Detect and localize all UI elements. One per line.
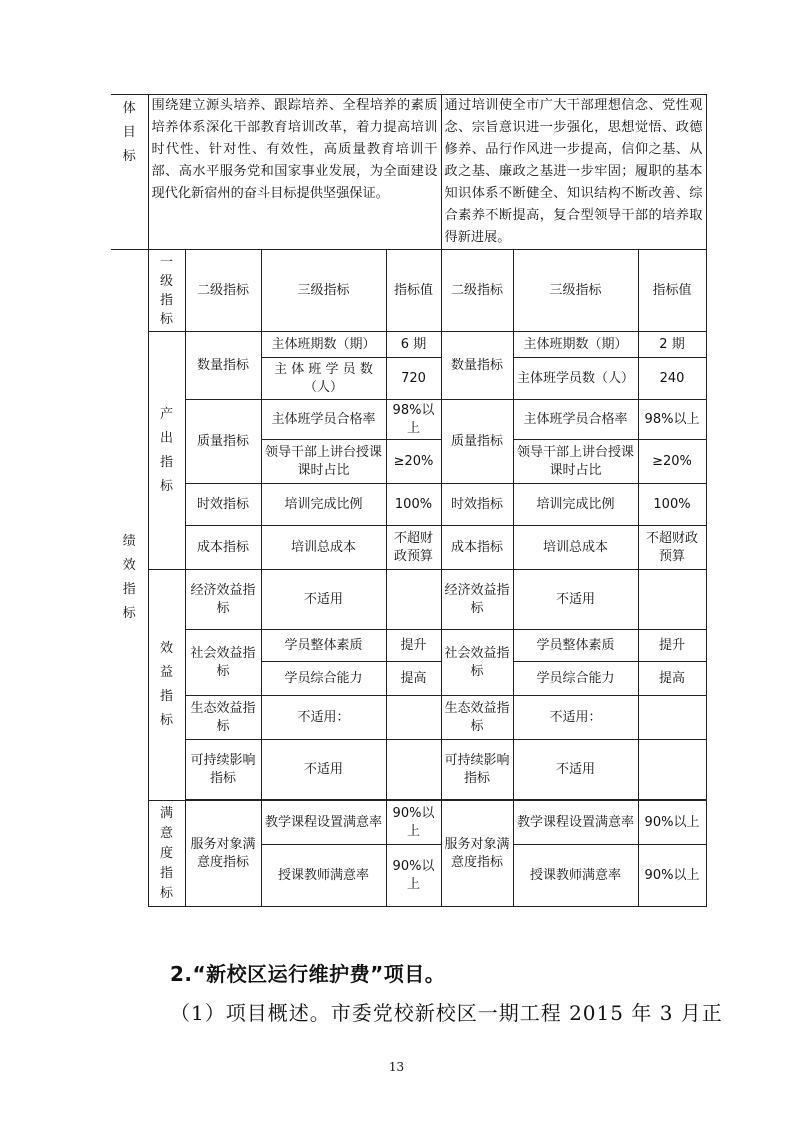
- overall-target-right-text: 通过培训使全市广大干部理想信念、党性观念、宗旨意识进一步强化，思想觉悟、政德修养、品行作风进一步提高，信仰之基、从政之基、廉政之基进一步牢固；履职的基本知识体系不断健全、知识结构不断改善、综合素养不断提高，复合型领导干部的培养取得新进展。: [441, 95, 706, 250]
- economic-value-right: [638, 570, 706, 630]
- sustainable-l2-right: 可持续影响指标: [441, 740, 513, 800]
- header-value-right: 指标值: [638, 250, 706, 332]
- social-r2-l3-right: 学员综合能力: [513, 662, 638, 696]
- satisfaction-r1-value-right: 90%以上: [638, 801, 706, 845]
- satisfaction-l2-right: 服务对象满意度指标: [441, 801, 513, 907]
- quality-r2-l3-left: 领导干部上讲台授课课时占比: [261, 440, 386, 484]
- satisfaction-r2-value-right: 90%以上: [638, 845, 706, 907]
- output-label: 产 出 指 标: [148, 332, 185, 570]
- economic-l2-left: 经济效益指标: [185, 570, 261, 630]
- cost-l2-left: 成本指标: [185, 526, 261, 570]
- timeliness-l3-right: 培训完成比例: [513, 484, 638, 526]
- header-level3-right: 三级指标: [513, 250, 638, 332]
- cost-value-left: 不超财政预算: [386, 526, 441, 570]
- satisfaction-r2-l3-left: 授课教师满意率: [261, 845, 386, 907]
- ecological-l2-right: 生态效益指标: [441, 696, 513, 740]
- timeliness-value-left: 100%: [386, 484, 441, 526]
- overall-target-label: 体 目 标: [111, 95, 148, 250]
- sustainable-l2-left: 可持续影响指标: [185, 740, 261, 800]
- header-row: [111, 250, 706, 332]
- economic-l2-right: 经济效益指标: [441, 570, 513, 630]
- cost-l3-left: 培训总成本: [261, 526, 386, 570]
- table-row: [111, 696, 706, 740]
- satisfaction-r1-l3-right: 教学课程设置满意率: [513, 801, 638, 845]
- social-l2-right: 社会效益指标: [441, 630, 513, 696]
- satisfaction-label: 满 意 度 指 标: [148, 801, 185, 907]
- economic-value-left: [386, 570, 441, 630]
- social-r1-l3-right: 学员整体素质: [513, 630, 638, 662]
- performance-table: [111, 94, 707, 907]
- social-l2-left: 社会效益指标: [185, 630, 261, 696]
- table-row: [111, 332, 706, 358]
- quantity-r1-value-left: 6 期: [386, 332, 441, 358]
- quality-l2-right: 质量指标: [441, 400, 513, 484]
- satisfaction-l2-left: 服务对象满意度指标: [185, 801, 261, 907]
- paragraph-text: （1）项目概述。市委党校新校区一期工程 2015 年 3 月正: [170, 1001, 723, 1025]
- overall-target-left-text: 围绕建立源头培养、跟踪培养、全程培养的素质培养体系深化干部教育培训改革，着力提高培训时代性、针对性、有效性，高质量教育培训干部、高水平服务党和国家事业发展，为全面建设现代化新宿州的奋斗目标提供坚强保证。: [148, 95, 441, 250]
- header-level1: 一 级 指 标: [148, 250, 185, 332]
- sustainable-l3-left: 不适用: [261, 740, 386, 800]
- quality-r1-l3-right: 主体班学员合格率: [513, 400, 638, 440]
- quantity-r2-value-left: 720: [386, 358, 441, 400]
- quality-r2-l3-right: 领导干部上讲台授课课时占比: [513, 440, 638, 484]
- table-row: [111, 801, 706, 845]
- cost-l2-right: 成本指标: [441, 526, 513, 570]
- header-value-left: 指标值: [386, 250, 441, 332]
- ecological-value-left: [386, 696, 441, 740]
- quantity-r2-l3-right: 主体班学员数（人）: [513, 358, 638, 400]
- perf-label: 绩 效 指 标: [111, 250, 148, 907]
- table-row: [111, 740, 706, 800]
- table-row: [111, 526, 706, 570]
- table-row: [111, 400, 706, 440]
- social-r1-value-right: 提升: [638, 630, 706, 662]
- timeliness-l2-right: 时效指标: [441, 484, 513, 526]
- quality-r1-value-left: 98%以上: [386, 400, 441, 440]
- satisfaction-r1-value-left: 90%以上: [386, 801, 441, 845]
- timeliness-value-right: 100%: [638, 484, 706, 526]
- ecological-l3-right: 不适用：: [513, 696, 638, 740]
- benefit-label: 效 益 指 标: [148, 570, 185, 801]
- sustainable-value-left: [386, 740, 441, 800]
- quality-r1-l3-left: 主体班学员合格率: [261, 400, 386, 440]
- header-level3-left: 三级指标: [261, 250, 386, 332]
- cost-value-right: 不超财政预算: [638, 526, 706, 570]
- satisfaction-r2-value-left: 90%以上: [386, 845, 441, 907]
- social-r2-l3-left: 学员综合能力: [261, 662, 386, 696]
- quantity-r2-l3-left: 主 体 班 学 员 数（人）: [261, 358, 386, 400]
- quality-r1-value-right: 98%以上: [638, 400, 706, 440]
- quantity-r1-value-right: 2 期: [638, 332, 706, 358]
- overall-target-row: [111, 95, 706, 250]
- social-r1-value-left: 提升: [386, 630, 441, 662]
- table-row: [111, 484, 706, 526]
- quantity-r2-value-right: 240: [638, 358, 706, 400]
- sustainable-value-right: [638, 740, 706, 800]
- social-r1-l3-left: 学员整体素质: [261, 630, 386, 662]
- header-level2-left: 二级指标: [185, 250, 261, 332]
- header-level2-right: 二级指标: [441, 250, 513, 332]
- ecological-l3-left: 不适用：: [261, 696, 386, 740]
- timeliness-l3-left: 培训完成比例: [261, 484, 386, 526]
- economic-l3-left: 不适用: [261, 570, 386, 630]
- sustainable-l3-right: 不适用: [513, 740, 638, 800]
- social-r2-value-right: 提高: [638, 662, 706, 696]
- ecological-l2-left: 生态效益指标: [185, 696, 261, 740]
- economic-l3-right: 不适用: [513, 570, 638, 630]
- quantity-l2-left: 数量指标: [185, 332, 261, 400]
- social-r2-value-left: 提高: [386, 662, 441, 696]
- table-row: [111, 630, 706, 662]
- table-row: [111, 570, 706, 630]
- quality-r2-value-left: ≥20%: [386, 440, 441, 484]
- section-title: 2.“新校区运行维护费”项目。: [170, 962, 446, 986]
- satisfaction-r1-l3-left: 教学课程设置满意率: [261, 801, 386, 845]
- quality-l2-left: 质量指标: [185, 400, 261, 484]
- quality-r2-value-right: ≥20%: [638, 440, 706, 484]
- timeliness-l2-left: 时效指标: [185, 484, 261, 526]
- quantity-r1-l3-right: 主体班期数（期）: [513, 332, 638, 358]
- quantity-l2-right: 数量指标: [441, 332, 513, 400]
- cost-l3-right: 培训总成本: [513, 526, 638, 570]
- ecological-value-right: [638, 696, 706, 740]
- satisfaction-r2-l3-right: 授课教师满意率: [513, 845, 638, 907]
- quantity-r1-l3-left: 主体班期数（期）: [261, 332, 386, 358]
- page-number: 13: [388, 1060, 405, 1074]
